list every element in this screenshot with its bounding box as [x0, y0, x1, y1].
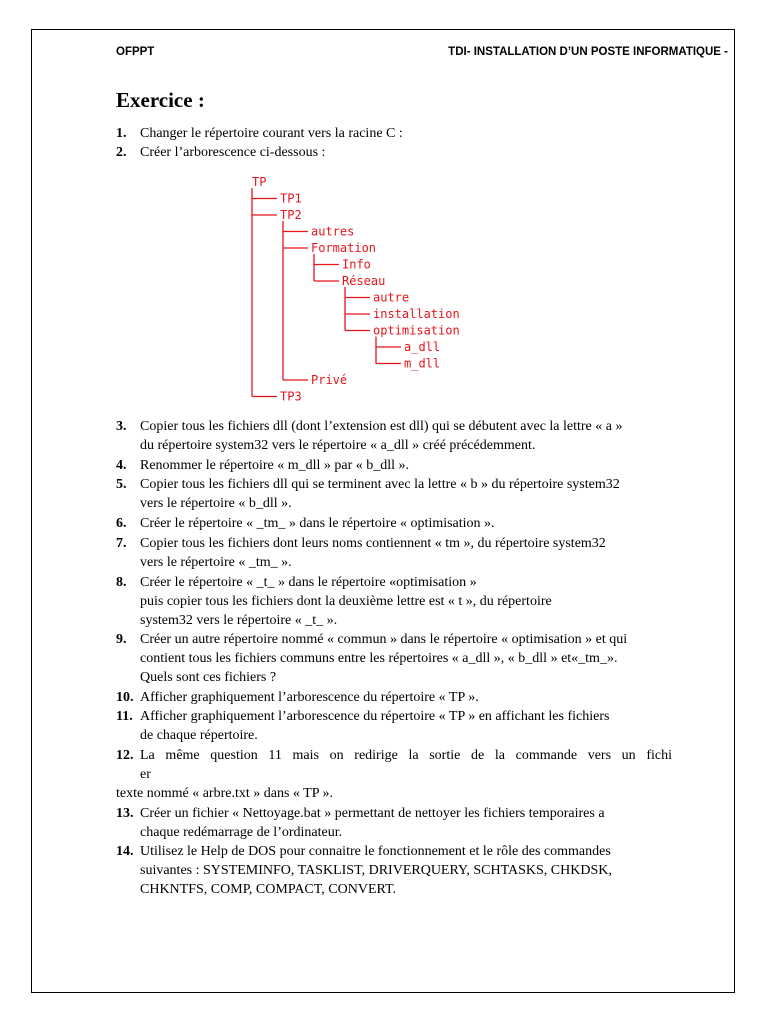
item-text: de chaque répertoire. — [140, 728, 258, 743]
exercise-item-5 — [116, 475, 676, 513]
tree-node-label: TP2 — [280, 208, 302, 222]
exercise-item-10 — [116, 688, 676, 707]
item-text: suivantes : SYSTEMINFO, TASKLIST, DRIVERQUERY, SCHTASKS, CHKDSK, — [140, 863, 612, 878]
exercise-item-3 — [116, 417, 676, 455]
item-number: 4. — [116, 458, 127, 473]
item-text: du répertoire system32 vers le répertoire « a_dll » créé précédemment. — [140, 438, 536, 453]
item-number: 1. — [116, 126, 127, 141]
exercise-item-12 — [116, 746, 676, 803]
exercise-item-11 — [116, 707, 676, 745]
item-text: Copier tous les fichiers dll (dont l’extension est dll) qui se débutent avec la lettre « a » — [140, 419, 623, 434]
item-number: 13. — [116, 806, 134, 821]
exercise-item-9 — [116, 630, 676, 687]
exercise-item-2 — [116, 143, 676, 162]
item-text: Changer le répertoire courant vers la racine C : — [140, 126, 403, 141]
item-number: 9. — [116, 632, 127, 647]
tree-node-label: Info — [342, 257, 371, 272]
item-text: contient tous les fichiers communs entre les répertoires « a_dll », « b_dll » et«_tm_». — [140, 651, 618, 666]
item-text: er — [140, 767, 151, 782]
item-number: 12. — [116, 748, 134, 763]
item-number: 3. — [116, 419, 127, 434]
tree-node-label: TP1 — [280, 191, 302, 206]
item-text: Afficher graphiquement l’arborescence du répertoire « TP » en affichant les fichiers — [140, 709, 610, 724]
tree-node-label: installation — [373, 307, 460, 321]
exercise-item-4 — [116, 456, 676, 475]
item-text: chaque redémarrage de l’ordinateur. — [140, 825, 343, 840]
exercise-title: Exercice : — [116, 88, 205, 112]
tree-node-label: m_dll — [404, 356, 441, 371]
item-number: 10. — [116, 690, 134, 705]
item-number: 6. — [116, 516, 127, 531]
item-text: texte nommé « arbre.txt » dans « TP ». — [116, 786, 333, 801]
item-text: vers le répertoire « _tm_ ». — [140, 555, 292, 570]
exercise-item-6 — [116, 514, 676, 533]
item-number: 14. — [116, 844, 134, 859]
item-number: 11. — [116, 709, 133, 724]
tree-node-label: Privé — [311, 373, 348, 387]
item-text: Créer l’arborescence ci-dessous : — [140, 145, 326, 160]
item-text: Créer le répertoire « _t_ » dans le répertoire «optimisation » — [140, 575, 477, 590]
item-text: vers le répertoire « b_dll ». — [140, 496, 292, 511]
tree-node-label: TP3 — [280, 389, 302, 402]
item-text: Créer un fichier « Nettoyage.bat » permettant de nettoyer les fichiers temporaires a — [140, 806, 605, 821]
item-text: CHKNTFS, COMP, COMPACT, CONVERT. — [140, 882, 397, 897]
item-text: Créer un autre répertoire nommé « commun » dans le répertoire « optimisation » et qui — [140, 632, 628, 647]
item-text: puis copier tous les fichiers dont la deuxième lettre est « t », du répertoire — [140, 594, 552, 609]
tree-node-label: Réseau — [342, 274, 386, 288]
directory-tree — [246, 170, 486, 402]
exercise-item-8 — [116, 573, 676, 630]
tree-node-label: Formation — [311, 241, 377, 255]
tree-node-label: a_dll — [404, 340, 441, 354]
item-number: 7. — [116, 536, 127, 551]
tree-node-label: autre — [373, 290, 410, 305]
header-left: OFPPT — [116, 46, 155, 58]
tree-node-label: optimisation — [373, 323, 460, 338]
tree-node-label: TP — [252, 175, 267, 189]
item-text: Afficher graphiquement l’arborescence du répertoire « TP ». — [140, 690, 479, 705]
item-number: 8. — [116, 575, 127, 590]
item-text: Utilisez le Help de DOS pour connaitre le fonctionnement et le rôle des commandes — [140, 844, 611, 859]
item-number: 2. — [116, 145, 127, 160]
item-number: 5. — [116, 477, 127, 492]
exercise-item-13 — [116, 804, 676, 842]
exercise-item-1 — [116, 124, 676, 143]
exercise-item-14 — [116, 842, 676, 899]
header-right: TDI- INSTALLATION D’UN POSTE INFORMATIQUE - — [448, 46, 728, 58]
item-text: Copier tous les fichiers dont leurs noms contiennent « tm », du répertoire system32 — [140, 536, 606, 551]
item-text: La même question 11 mais on redirige la sortie de la commande vers un fichi — [140, 748, 672, 763]
item-text: system32 vers le répertoire « _t_ ». — [140, 613, 338, 628]
tree-node-label: autres — [311, 224, 355, 239]
item-text: Copier tous les fichiers dll qui se terminent avec la lettre « b » du répertoire system32 — [140, 477, 620, 492]
item-text: Créer le répertoire « _tm_ » dans le répertoire « optimisation ». — [140, 516, 495, 531]
exercise-item-7 — [116, 534, 676, 572]
item-text: Renommer le répertoire « m_dll » par « b_dll ». — [140, 458, 410, 473]
item-text: Quels sont ces fichiers ? — [140, 670, 277, 685]
